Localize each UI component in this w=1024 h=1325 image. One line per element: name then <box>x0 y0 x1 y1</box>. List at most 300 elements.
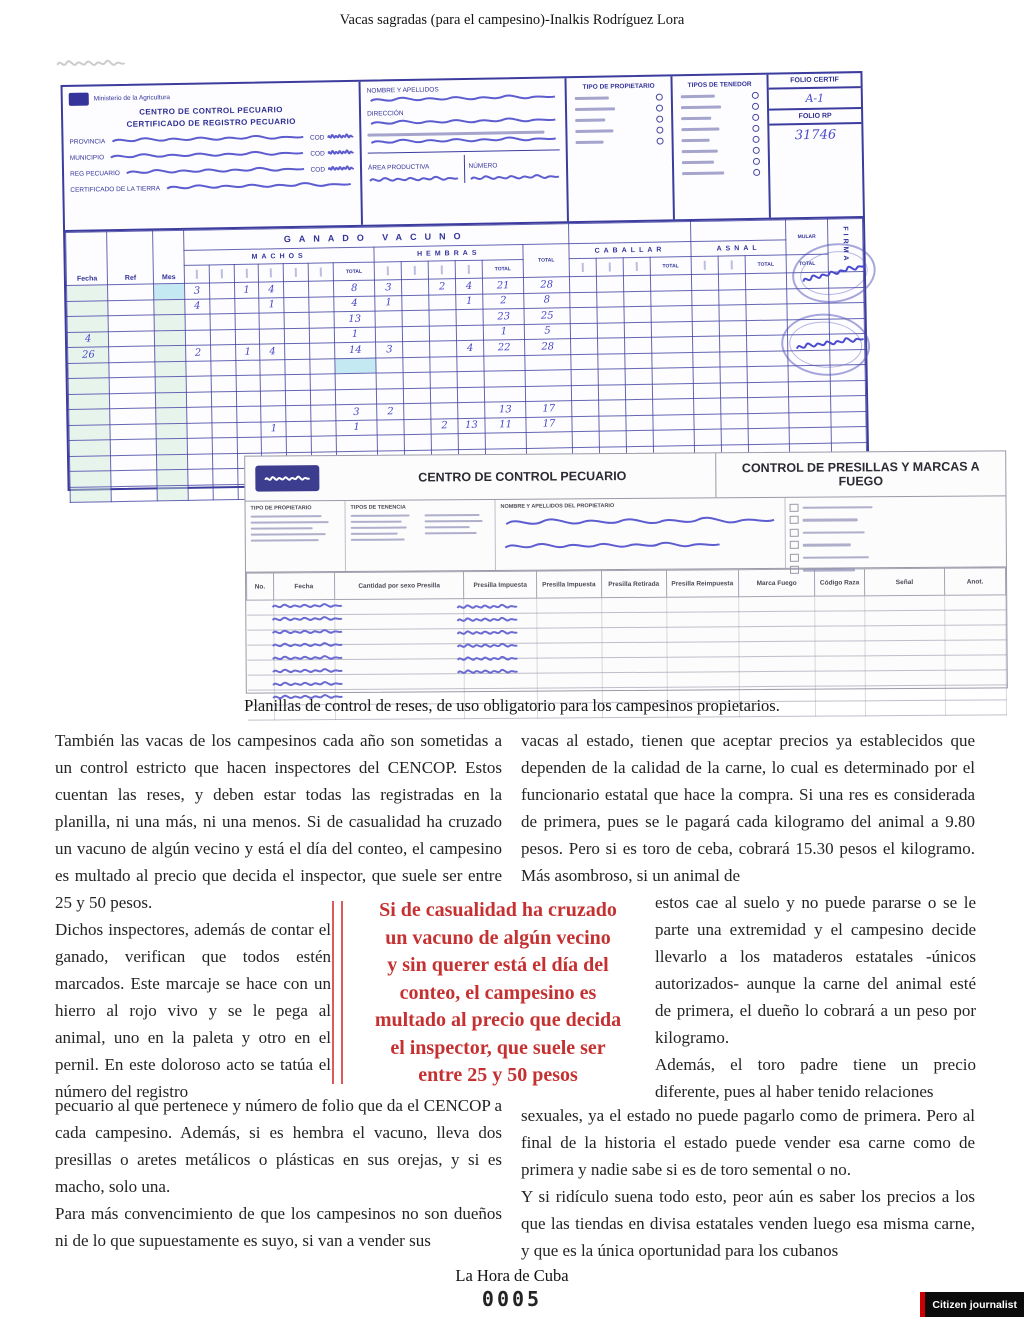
f1-cell <box>458 402 485 418</box>
f1-cell <box>209 283 234 299</box>
pull-quote <box>345 897 651 1090</box>
f1-cell <box>187 422 212 438</box>
f1-cell <box>286 390 311 406</box>
f1-cell <box>335 358 377 374</box>
handwriting-scribble <box>327 131 353 141</box>
f2-cell <box>739 641 815 657</box>
mini-cell <box>790 504 799 512</box>
f1-cell <box>720 367 747 383</box>
f1-cell: 14 <box>334 342 376 358</box>
f1-cell <box>311 436 336 452</box>
f2-cell <box>864 595 944 611</box>
f2-cell <box>865 640 945 656</box>
f1-cell: 4 <box>185 298 210 314</box>
f1-cell <box>570 292 597 308</box>
f1-cell <box>109 330 155 346</box>
f1-cell <box>156 454 187 470</box>
f2-cell <box>815 596 865 611</box>
f1-header-cell <box>209 265 234 283</box>
f2-cell <box>815 626 865 641</box>
f1-header-cell: ASNAL <box>691 240 786 257</box>
microtext-line <box>251 515 322 518</box>
article-left-mid: Dichos inspectores, además de contar el ganado, verifican que todos estén marcados. Este marcaje se hace con un hierro al rojo vivo y se le pega al animal, uno en la paleta y otro en el pernil. En este doloroso acto se tatúa el número del registro <box>55 920 331 1101</box>
f2-header-cell: Marca Fuego <box>738 569 814 597</box>
f1-cell <box>212 453 237 469</box>
f1-header-cell: HEMBRAS <box>374 244 523 262</box>
f1-cell <box>212 422 237 438</box>
f1-cell <box>187 407 212 423</box>
f1-cell <box>309 281 334 297</box>
microtext-line <box>251 527 313 530</box>
f1-cell <box>789 381 831 397</box>
f2-cell <box>335 674 465 690</box>
handwriting-scribble <box>271 614 343 624</box>
f1-cell <box>624 322 651 338</box>
handwriting-mark <box>328 147 354 157</box>
paragraph: estos cae al suelo y no puede pararse o se le parte una extremidad y el campesino decide llevarlo a los mataderos estatales -únicos autorizados- aunque la carne del animal esté de primera, el dueño lo cobrará a un peso por kilogramo. <box>655 893 976 1047</box>
f1-cell <box>789 412 831 428</box>
f1-cell <box>261 375 286 391</box>
f1-cell <box>429 325 456 341</box>
f1-cell <box>211 391 236 407</box>
f1-cell <box>210 345 235 361</box>
f1-cell: 28 <box>525 339 571 355</box>
f1-cell <box>694 398 721 414</box>
microtext-line <box>251 539 319 542</box>
f1-cell: 2 <box>377 404 404 420</box>
f1-cell <box>212 438 237 454</box>
holder-type-checkbox-list <box>679 92 762 177</box>
f1-cell <box>185 314 210 330</box>
f1-cell <box>570 307 597 323</box>
form1-center-name: CENTRO DE CONTROL PECUARIO <box>139 105 283 117</box>
f1-cell <box>237 422 262 438</box>
f1-cell <box>109 361 155 377</box>
f1-cell: 3 <box>184 283 209 299</box>
f1-cell <box>68 393 110 409</box>
f1-cell <box>402 310 429 326</box>
f1-cell <box>624 306 651 322</box>
f2-cell <box>247 600 274 615</box>
f1-cell <box>185 329 210 345</box>
badge-label: Citizen journalist <box>932 1298 1017 1311</box>
microtext-line <box>803 543 851 546</box>
f1-cell <box>571 369 598 385</box>
pull-quote-line: conteo, el campesino es <box>399 981 597 1004</box>
f1-cell <box>111 470 157 486</box>
f2-cell <box>602 642 667 657</box>
f1-cell <box>235 313 260 329</box>
f1-header-cell <box>623 257 650 275</box>
f1-cell <box>311 420 336 436</box>
f2-cell <box>815 656 865 671</box>
f1-cell <box>309 312 334 328</box>
f2-cell <box>666 597 739 613</box>
checkbox-row <box>576 138 664 147</box>
scan-smudge <box>56 56 126 70</box>
mini-grid-row <box>790 551 1002 562</box>
f1-cell <box>213 484 238 500</box>
f1-cell <box>211 407 236 423</box>
f1-cell <box>376 357 403 373</box>
handwriting-column <box>271 601 344 702</box>
f1-cell <box>260 359 285 375</box>
f1-cell: 25 <box>524 308 570 324</box>
f1-cell <box>430 372 457 388</box>
f1-cell <box>456 325 483 341</box>
microtext-line <box>682 171 724 175</box>
f1-cell <box>111 454 157 470</box>
f1-cell <box>789 396 831 412</box>
f1-cell <box>599 415 626 431</box>
microtext-line <box>803 518 858 521</box>
f1-cell <box>376 373 403 389</box>
f1-header-cell <box>718 256 745 274</box>
mini-cell <box>790 516 799 524</box>
f1-cell <box>156 423 187 439</box>
f1-cell: 2 <box>431 418 458 434</box>
f2-header-cell: Presilla Impuesta <box>464 571 537 599</box>
f1-cell <box>377 419 404 435</box>
f1-cell <box>748 428 790 444</box>
f1-cell <box>154 299 185 315</box>
f2-cell <box>945 640 1006 655</box>
f1-cell <box>67 316 109 332</box>
f2-cell <box>739 671 815 687</box>
f2-cell <box>865 625 945 641</box>
form1-owner-section <box>361 78 569 225</box>
f2-header-cell: Presilla Retirada <box>601 570 666 597</box>
f1-cell <box>284 297 309 313</box>
f1-cell <box>457 371 484 387</box>
f1-cell <box>109 346 155 362</box>
field-reg-pecuario: REG PECUARIO COD <box>70 163 354 178</box>
pull-quote-text <box>345 897 651 1090</box>
checkbox-circle-icon <box>753 158 760 165</box>
article-right-bottom <box>521 1102 975 1264</box>
f1-cell <box>597 322 624 338</box>
f1-cell <box>747 381 789 397</box>
form2-title: CONTROL DE PRESILLAS Y MARCAS A FUEGO <box>715 451 1005 497</box>
f1-cell <box>624 337 651 353</box>
f1-cell <box>457 387 484 403</box>
f1-header-cell <box>596 258 623 276</box>
f1-cell <box>402 326 429 342</box>
f1-cell <box>526 385 572 401</box>
f1-header-cell <box>374 262 401 280</box>
f1-header-cell <box>691 220 787 242</box>
f1-cell <box>404 419 431 435</box>
f2-header-cell: Presilla Reimpuesta <box>666 570 739 598</box>
handwriting-scribble <box>456 615 518 624</box>
handwriting-column <box>456 602 519 676</box>
f1-cell <box>652 383 694 399</box>
mini-grid-row <box>790 564 1002 575</box>
f1-cell <box>188 469 213 485</box>
checkbox-circle-icon <box>753 147 760 154</box>
form2-center-name: CENTRO DE CONTROL PECUARIO <box>418 468 627 485</box>
f1-header-cell: TOTAL <box>786 254 828 273</box>
f2-cell <box>335 629 465 645</box>
handwriting-mark <box>108 132 307 145</box>
handwriting-scribble <box>271 627 343 637</box>
handwriting-scribble <box>272 679 344 689</box>
f1-cell: 1 <box>261 421 286 437</box>
f1-header-cell: TOTAL <box>482 259 524 278</box>
f1-cell: 13 <box>484 401 526 417</box>
f1-cell <box>404 403 431 419</box>
cencop-logo-icon <box>255 465 319 491</box>
f1-cell <box>310 389 335 405</box>
handwriting-mark <box>163 179 354 192</box>
f1-cell <box>598 400 625 416</box>
article-left-top: También las vacas de los campesinos cada año son sometidas a un control estricto que hacen inspectores del CENCOP. Estos cuentan las reses, y deben estar todas las registradas en la planilla, ni una más, ni una menos. Si de casualidad ha cruzado un vacuno de algún vecino y está el día del conteo, el campesino es multado al precio que decida el inspector, que suele ser entre 25 y 50 pesos. <box>55 731 502 912</box>
mini-grid-row <box>790 514 1002 525</box>
checkbox-row <box>575 94 663 103</box>
f1-cell <box>745 288 787 304</box>
f1-header-cell: FIRMA <box>827 219 863 273</box>
checkbox-circle-icon <box>752 92 759 99</box>
f1-cell <box>404 388 431 404</box>
f1-cell <box>597 291 624 307</box>
f1-cell <box>236 406 261 422</box>
mini-grid-rows <box>790 501 1002 574</box>
f1-cell <box>485 432 527 448</box>
f2-header-cell: Código Raza <box>815 569 865 596</box>
checkbox-circle-icon <box>656 94 663 101</box>
form1-holder-type-section: TIPOS DE TENEDOR <box>672 75 770 220</box>
f1-header-cell <box>283 263 308 281</box>
f1-cell <box>311 405 336 421</box>
f2-cell <box>815 611 865 626</box>
f1-cell <box>626 430 653 446</box>
f1-cell <box>525 370 571 386</box>
folio-certif-label: FOLIO CERTIF <box>768 73 860 90</box>
f2-cell <box>945 670 1006 685</box>
pull-quote-line: Si de casualidad ha cruzado <box>379 899 617 921</box>
f1-cell <box>747 366 789 382</box>
handwriting-scribble <box>456 628 518 637</box>
f1-cell <box>285 374 310 390</box>
f1-cell: 3 <box>376 342 403 358</box>
handwriting-mark <box>107 148 307 161</box>
form1-owner-type-section: TIPO DE PROPIETARIO <box>566 76 674 221</box>
form1-title: CERTIFICADO DE REGISTRO PECUARIO <box>126 116 296 129</box>
f1-cell <box>623 291 650 307</box>
f1-cell <box>572 416 599 432</box>
checkbox-circle-icon <box>752 103 759 110</box>
f1-cell <box>747 350 789 366</box>
f1-header-cell <box>401 261 428 279</box>
form2-info-band <box>245 496 1005 572</box>
f1-cell <box>261 390 286 406</box>
f1-cell <box>335 389 377 405</box>
f1-cell <box>336 435 378 451</box>
f1-cell <box>155 376 186 392</box>
f1-cell <box>154 345 185 361</box>
paragraph: sexuales, ya el estado no puede pagarlo como de primera. Pero al final de la historia el estado puede vender esa carne como de primera y nadie sabe si es de toro semental o no. <box>521 1106 975 1179</box>
f1-cell <box>262 437 287 453</box>
mini-grid-row <box>790 526 1002 537</box>
f1-cell <box>626 415 653 431</box>
checkbox-row <box>681 92 759 100</box>
f2-cell <box>739 596 815 612</box>
handwriting-scribble <box>328 163 354 173</box>
f1-cell <box>70 471 112 487</box>
f2-cell <box>334 599 464 615</box>
form-control-presillas <box>244 450 1008 693</box>
f2-cell <box>602 657 667 672</box>
f1-cell <box>457 356 484 372</box>
f1-cell <box>157 469 188 485</box>
f1-cell <box>429 310 456 326</box>
f2-cell <box>865 610 945 626</box>
f1-header-cell: TOTAL <box>650 257 692 276</box>
microtext-line <box>251 521 329 524</box>
f1-cell <box>110 423 156 439</box>
field-provincia: PROVINCIA COD <box>69 131 353 146</box>
page-title: Vacas sagradas (para el campesino)-Inalkis Rodríguez Lora <box>339 12 685 28</box>
f1-header-cell <box>234 264 259 282</box>
microtext-line <box>576 141 604 144</box>
microtext-line <box>681 128 719 132</box>
f1-cell: 1 <box>234 282 259 298</box>
f1-cell <box>525 354 571 370</box>
f1-cell <box>156 438 187 454</box>
f1-cell <box>692 290 719 306</box>
f1-cell <box>719 289 746 305</box>
f1-cell <box>111 485 157 501</box>
mini-cell <box>790 566 799 574</box>
f1-cell <box>261 406 286 422</box>
f2-cell <box>247 615 274 630</box>
f1-cell <box>237 437 262 453</box>
folio-certif-value: A-1 <box>769 88 861 111</box>
f1-cell <box>748 412 790 428</box>
f1-cell <box>598 353 625 369</box>
f1-cell: 11 <box>485 417 527 433</box>
mini-cell <box>790 529 799 537</box>
f1-cell <box>623 275 650 291</box>
f2-cell <box>247 630 274 645</box>
f1-cell <box>157 485 188 501</box>
f1-header-cell <box>568 222 690 244</box>
form1-ministry-section <box>63 82 363 230</box>
f2-cell <box>945 625 1006 640</box>
paragraph: Para más convencimiento de que los campesinos no son dueños ni de lo que supuestamente es suyo, si van a vender sus <box>55 1204 502 1250</box>
microtext-line <box>575 107 615 111</box>
f1-cell <box>186 376 211 392</box>
f1-header-cell: CABALLAR <box>569 242 691 259</box>
f2-cell <box>247 660 274 675</box>
f1-cell <box>789 427 831 443</box>
article-left-bottom <box>55 1092 502 1254</box>
microtext-line <box>575 129 613 133</box>
f1-cell <box>598 384 625 400</box>
badge-label-box <box>925 1292 1024 1317</box>
f1-cell <box>285 359 310 375</box>
f1-cell <box>652 368 694 384</box>
handwriting-scribble <box>328 147 354 157</box>
f1-cell <box>236 391 261 407</box>
f1-cell <box>404 434 431 450</box>
f2-cell <box>247 645 274 660</box>
f1-cell: 1 <box>483 324 525 340</box>
f1-cell <box>597 307 624 323</box>
f1-cell <box>235 329 260 345</box>
f1-cell <box>110 377 156 393</box>
f1-cell <box>309 327 334 343</box>
f1-cell: 8 <box>333 280 375 296</box>
f1-cell: 13 <box>334 311 376 327</box>
field-municipio: MUNICIPIO COD <box>70 147 354 162</box>
f1-cell <box>110 408 156 424</box>
f1-header-cell: Mes <box>152 230 184 284</box>
handwriting-mark <box>123 164 308 177</box>
f1-cell <box>156 407 187 423</box>
f1-header-cell: TOTAL <box>523 244 569 278</box>
f2-cell <box>666 642 739 658</box>
handwriting-mark <box>469 171 561 183</box>
f1-cell <box>108 284 154 300</box>
f1-cell <box>154 314 185 330</box>
f2-cell <box>666 627 739 643</box>
handwriting-scribble <box>457 667 519 676</box>
f1-cell <box>653 414 695 430</box>
checkbox-circle-icon <box>656 116 663 123</box>
f1-cell <box>830 396 866 412</box>
f2-cell <box>739 611 815 627</box>
f1-cell: 23 <box>483 308 525 324</box>
f1-cell <box>693 336 720 352</box>
f1-cell <box>285 343 310 359</box>
f1-cell <box>570 323 597 339</box>
f1-cell <box>211 376 236 392</box>
f1-cell: 1 <box>375 295 402 311</box>
f1-cell <box>69 409 111 425</box>
f1-cell: 28 <box>524 277 570 293</box>
folio-rp-value: 31746 <box>794 127 837 144</box>
f1-cell <box>745 273 787 289</box>
numero-cell: NÚMERO <box>463 153 560 183</box>
f1-cell <box>259 313 284 329</box>
handwriting-name <box>501 512 780 530</box>
f1-cell <box>260 328 285 344</box>
f1-cell <box>210 329 235 345</box>
f1-cell <box>693 352 720 368</box>
ministry-logo-icon <box>69 93 89 106</box>
owner-type-checkbox-list <box>573 93 666 146</box>
f1-cell: 2 <box>483 293 525 309</box>
f2-cell <box>247 675 274 690</box>
f2-cell <box>601 612 666 627</box>
mini-cell <box>790 554 799 562</box>
f2-cell <box>537 628 602 643</box>
microtext-line <box>803 556 869 559</box>
checkbox-row <box>575 105 663 114</box>
f1-cell <box>67 300 109 316</box>
f1-header-cell: TOTAL <box>333 262 375 281</box>
f1-cell <box>186 360 211 376</box>
f1-cell: 1 <box>334 327 376 343</box>
f1-cell <box>693 383 720 399</box>
checkbox-circle-icon <box>752 125 759 132</box>
f1-cell: 2 <box>429 279 456 295</box>
f1-cell <box>284 312 309 328</box>
f1-cell <box>188 484 213 500</box>
f1-cell <box>597 338 624 354</box>
handwriting-scribble <box>272 666 344 676</box>
